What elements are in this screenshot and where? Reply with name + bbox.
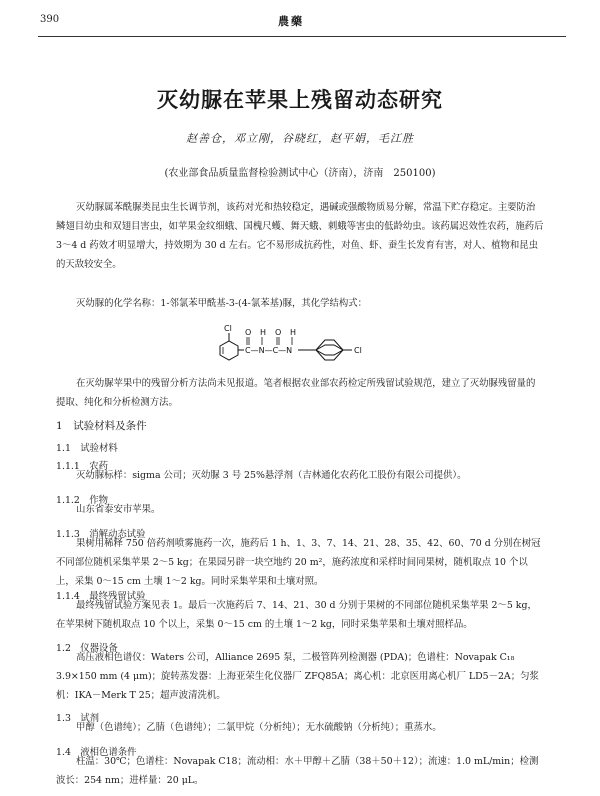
section-1-3-text: 甲醇（色谱纯）；乙腈（色谱纯）；二氯甲烷（分析纯）；无水硫酸钠（分析纯）；重蒸水。 <box>76 722 442 733</box>
section-1-1-4-text: 最终残留试验方案见表 1。最后一次施药后 7、14、21、30 d 分别于果树的不同部位随机采集苹果 2～5 kg，在苹果树下随机取点 10 个以上，采集 0～15 cm 的土壤 1～2 kg，同时采集苹果和土壤对照样品。 <box>56 600 537 630</box>
section-1-1-2-heading: 1.1.2 作物 <box>56 495 108 506</box>
paper-affiliation: (农业部食品质量监督检验测试中心（济南），济南 250100) <box>164 168 436 179</box>
header-rule <box>38 36 566 37</box>
section-1-1-1-heading: 1.1.1 农药 <box>56 461 108 472</box>
paper-title: 灭幼脲在苹果上残留动态研究 <box>157 87 443 112</box>
journal-name: 農藥 <box>278 15 304 28</box>
right-benzene-ring <box>316 345 343 355</box>
chlorine-label-top: Cl <box>224 324 232 333</box>
section-1-2-heading: 1.2 仪器设备 <box>56 643 118 654</box>
section-1-1-1-text: 灭幼脲标样：sigma 公司；灭幼脲 3 号 25%悬浮剂（吉林通化农药化工股份有限公司提供）。 <box>76 470 467 481</box>
right-benzene-outer <box>316 340 343 360</box>
atom-h-2: H <box>290 328 297 337</box>
atom-o-1: O <box>245 328 252 337</box>
section-1-1-4-heading: 1.1.4 最终残留试验 <box>56 591 146 602</box>
section-1-heading: 1 试验材料及条件 <box>56 420 147 432</box>
section-1-1-3-heading: 1.1.3 消解动态试验 <box>56 529 146 540</box>
structure-diagram <box>212 320 392 368</box>
section-1-4-heading: 1.4 液相色谱条件 <box>56 747 137 758</box>
section-1-1-heading: 1.1 试验材料 <box>56 443 118 454</box>
atom-o-2: O <box>275 328 282 337</box>
page-header <box>0 8 600 32</box>
section-1-1-2-text: 山东省泰安市苹果。 <box>76 504 161 515</box>
section-1-4-text: 柱温：30℃；色谱柱：Novapak C18；流动相：水＋甲醇＋乙腈（38＋50＋12）；流速：1.0 mL/min；检测波长：254 nm；进样量：20 μL。 <box>56 756 539 786</box>
page-number: 390 <box>40 14 60 25</box>
intro-paragraph-2: 灭幼脲的化学名称：1-邻氯苯甲酰基-3-(4-氯苯基)脲，其化学结构式： <box>76 298 368 309</box>
paper-authors: 赵善仓，邓立刚，谷晓红，赵平娟，毛江胜 <box>186 132 414 145</box>
atom-h-1: H <box>260 328 267 337</box>
chemical-structure <box>212 320 392 368</box>
intro-paragraph-3: 在灭幼脲苹果中的残留分析方法尚未见报道。笔者根据农业部农药检定所残留试验规范，建立了灭幼脲残留量的提取、纯化和分析检测方法。 <box>56 378 536 408</box>
chain-text: C—N—C—N <box>245 346 293 355</box>
chlorine-label-right: Cl <box>354 346 362 355</box>
section-1-3-heading: 1.3 试剂 <box>56 713 100 724</box>
section-1-2-text: 高压液相色谱仪：Waters 公司，Alliance 2695 泵，二极管阵列检测器 (PDA)；色谱柱：Novapak C₁₈ 3.9×150 mm (4 μm)；旋转蒸发器：上海亚荣生化仪器厂 ZFQ85A；离心机：北京医用离心机厂 LD5－2A；匀浆机：IKA－Merk T 25；超声波清洗机。 <box>56 652 539 701</box>
intro-paragraph-1: 灭幼脲属苯酰脲类昆虫生长调节剂，该药对光和热较稳定，遇碱或强酸物质易分解，常温下贮存稳定。主要防治鳞翅目幼虫和双翅目害虫，如苹果金纹细蛾、国槐尺蠖、舞天蛾、刺蛾等害虫的低龄幼虫。该药属迟效性农药，施药后 3～4 d 药效才明显增大，持效期为 30 d 左右。它不易形成抗药性，对鱼、虾、蚕生长发育有害，对人、植物和昆虫的天敌较安全。 <box>56 202 544 270</box>
section-1-1-3-text: 果树用稀释 750 倍药剂喷雾施药一次，施药后 1 h、1、3、7、14、21、28、35、42、60、70 d 分别在树冠不同部位随机采集苹果 2～5 kg；在果园另辟一块空地约 20 m²，施药浓度和采样时间同果树，随机取点 10 个以上，采集 0～15 cm 土壤 1～2 kg。同时采集苹果和土壤对照。 <box>56 538 541 587</box>
